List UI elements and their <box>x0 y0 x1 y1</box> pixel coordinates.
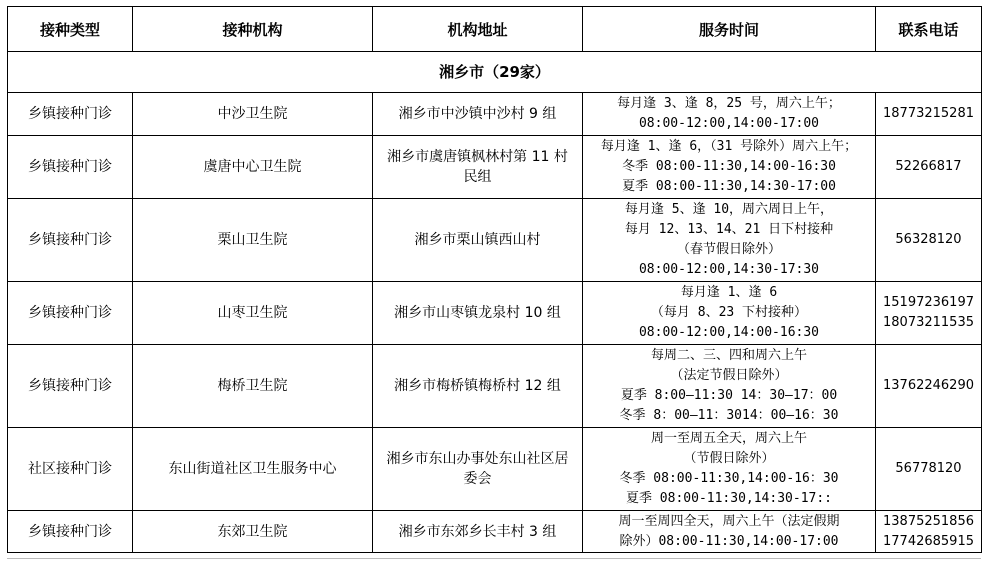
hours-line: 08:00-12:00,14:00-17:00 <box>638 116 819 131</box>
hours-line: 周一至周五全天，周六上午 <box>650 431 807 446</box>
vaccination-clinic-table <box>7 6 982 553</box>
header-phone: 联系电话 <box>876 7 982 52</box>
hours-line: 冬季 08:00-11:30,14:00-16:30 <box>622 159 836 174</box>
hours-line: 周一至周四全天，周六上午（法定假期 <box>618 513 840 529</box>
hours-line: 每月逢 5、逢 10，周六周日上午， <box>624 202 834 217</box>
page-bottom-border <box>7 558 981 559</box>
hours-line: 每月 12、13、14、21 日下村接种 <box>624 222 834 237</box>
cell-address: 湘乡市梅桥镇梅桥村 12 组 <box>373 345 583 428</box>
cell-phone <box>876 136 982 199</box>
cell-hours <box>583 511 876 553</box>
phone-number: 18773215281 <box>883 106 974 121</box>
table-row <box>8 136 982 199</box>
hours-line: 08:00-12:00,14:30-17:30 <box>638 262 819 277</box>
table-row <box>8 199 982 282</box>
header-address: 机构地址 <box>373 7 583 52</box>
hours-line: 夏季 8:00—11:30 14：30—17：00 <box>620 388 838 403</box>
cell-org: 山枣卫生院 <box>133 282 373 345</box>
hours-line: 冬季 08:00-11:30,14:00-16：30 <box>619 471 839 486</box>
hours-line: （春节假日除外） <box>676 242 781 257</box>
hours-line: 08:00-12:00,14:00-16:30 <box>638 325 819 340</box>
header-org: 接种机构 <box>133 7 373 52</box>
cell-phone <box>876 93 982 136</box>
cell-hours <box>583 282 876 345</box>
hours-line: （每月 8、23 下村接种） <box>650 305 808 320</box>
cell-phone <box>876 282 982 345</box>
cell-type: 乡镇接种门诊 <box>8 199 133 282</box>
cell-hours <box>583 136 876 199</box>
hours-line: 夏季 08:00-11:30,14:30-17:: <box>625 491 832 506</box>
region-row <box>8 52 982 93</box>
cell-org: 栗山卫生院 <box>133 199 373 282</box>
cell-address: 湘乡市东山办事处东山社区居委会 <box>373 428 583 511</box>
cell-phone <box>876 345 982 428</box>
cell-type: 乡镇接种门诊 <box>8 511 133 553</box>
hours-line: 除外）08:00-11:30,14:00-17:00 <box>619 533 839 549</box>
phone-number: 13762246290 <box>883 378 974 393</box>
phone-number: 13875251856 <box>883 513 974 529</box>
table-row <box>8 511 982 553</box>
phone-number: 52266817 <box>895 159 962 174</box>
phone-number: 17742685915 <box>883 533 974 549</box>
hours-line: （法定节假日除外） <box>670 368 788 383</box>
hours-line: 夏季 08:00-11:30,14:30-17:00 <box>622 179 836 194</box>
cell-type: 乡镇接种门诊 <box>8 345 133 428</box>
region-label: 湘乡市（29家） <box>8 52 982 93</box>
header-hours: 服务时间 <box>583 7 876 52</box>
cell-phone <box>876 199 982 282</box>
phone-number: 15197236197 <box>883 295 974 310</box>
cell-address: 湘乡市中沙镇中沙村 9 组 <box>373 93 583 136</box>
table-row <box>8 282 982 345</box>
cell-hours <box>583 428 876 511</box>
cell-org: 中沙卫生院 <box>133 93 373 136</box>
phone-number: 18073211535 <box>883 315 974 330</box>
table-header-row <box>8 7 982 52</box>
table-row <box>8 93 982 136</box>
table-row <box>8 428 982 511</box>
cell-org: 东山街道社区卫生服务中心 <box>133 428 373 511</box>
phone-number: 56328120 <box>895 232 962 247</box>
cell-type: 乡镇接种门诊 <box>8 93 133 136</box>
hours-line: 每月逢 3、逢 8，25 号，周六上午； <box>617 96 841 111</box>
hours-line: 每周二、三、四和周六上午 <box>650 348 807 363</box>
hours-line: 每月逢 1、逢 6 <box>680 285 778 300</box>
cell-org: 梅桥卫生院 <box>133 345 373 428</box>
cell-phone <box>876 428 982 511</box>
cell-address: 湘乡市山枣镇龙泉村 10 组 <box>373 282 583 345</box>
cell-type: 乡镇接种门诊 <box>8 282 133 345</box>
header-type: 接种类型 <box>8 7 133 52</box>
cell-address: 湘乡市虞唐镇枫林村第 11 村民组 <box>373 136 583 199</box>
hours-line: 每月逢 1、逢 6，（31 号除外）周六上午； <box>600 139 858 154</box>
hours-line: 冬季 8：00—11：3014：00—16：30 <box>619 408 839 423</box>
cell-type: 乡镇接种门诊 <box>8 136 133 199</box>
cell-hours <box>583 93 876 136</box>
hours-line: （节假日除外） <box>683 451 775 466</box>
cell-org: 虞唐中心卫生院 <box>133 136 373 199</box>
cell-phone <box>876 511 982 553</box>
phone-number: 56778120 <box>895 461 962 476</box>
table-row <box>8 345 982 428</box>
cell-hours <box>583 345 876 428</box>
cell-type: 社区接种门诊 <box>8 428 133 511</box>
cell-hours <box>583 199 876 282</box>
cell-address: 湘乡市东郊乡长丰村 3 组 <box>373 511 583 553</box>
cell-org: 东郊卫生院 <box>133 511 373 553</box>
cell-address: 湘乡市栗山镇西山村 <box>373 199 583 282</box>
